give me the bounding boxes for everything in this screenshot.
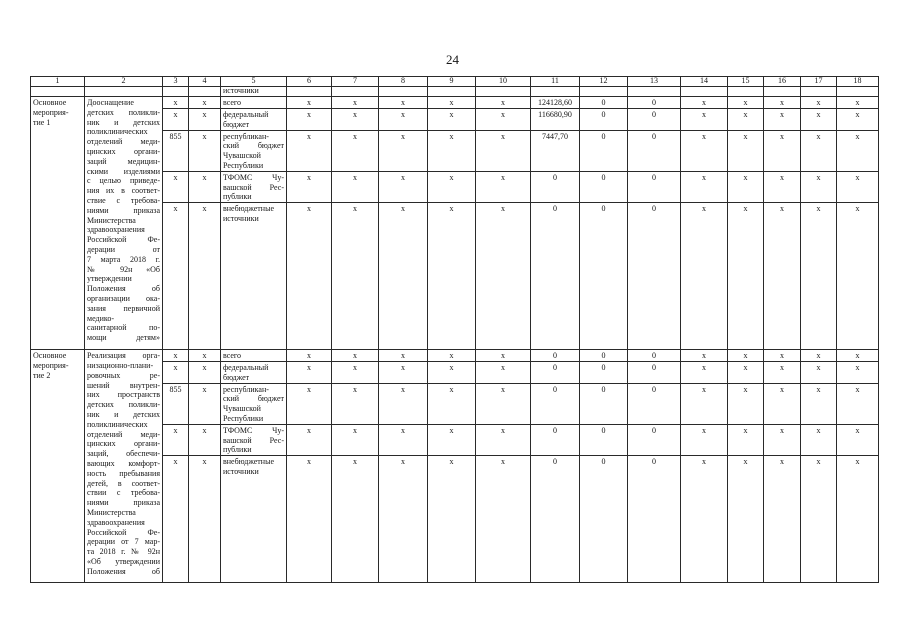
value-cell-col11: 116680,90 — [531, 109, 580, 131]
event-name-line: мероприя- — [33, 360, 69, 370]
column-4-cell: x — [189, 383, 221, 424]
funding-source-cell — [221, 383, 287, 424]
budget-code-cell: x — [163, 456, 189, 583]
funding-source-line: источники — [223, 466, 259, 476]
funding-source-line: ский бюджет — [223, 141, 284, 151]
value-cell-col9: x — [428, 361, 476, 383]
value-cell-col7: x — [332, 456, 379, 583]
value-cell-col15: x — [728, 109, 764, 131]
value-cell-col8: x — [379, 109, 428, 131]
column-4-cell: x — [189, 361, 221, 383]
event-name-line: мероприя- — [33, 107, 69, 117]
empty-cell — [628, 87, 681, 97]
budget-code-cell: 855 — [163, 130, 189, 171]
value-cell-col7: x — [332, 97, 379, 109]
event-name-line: тие 2 — [33, 370, 51, 380]
event-description-line: ствие с требова- — [87, 195, 160, 205]
value-cell-col9: x — [428, 130, 476, 171]
value-cell-col17: x — [801, 130, 837, 171]
event-description-line: «Об утверждении — [87, 556, 160, 566]
event-description-line: Положения об — [87, 566, 160, 576]
value-cell-col16: x — [764, 456, 801, 583]
value-cell-col9: x — [428, 203, 476, 350]
event-name-line: Основное — [33, 351, 67, 361]
value-cell-col14: x — [681, 130, 728, 171]
funding-source-cell — [221, 361, 287, 383]
value-cell-col6: x — [287, 171, 332, 202]
column-4-cell: x — [189, 97, 221, 109]
value-cell-col11: 0 — [531, 361, 580, 383]
value-cell-col16: x — [764, 350, 801, 362]
value-cell-col14: x — [681, 424, 728, 455]
event-description-line: заций, обеспечи- — [87, 449, 160, 459]
value-cell-col9: x — [428, 456, 476, 583]
value-cell-col7: x — [332, 171, 379, 202]
value-cell-col15: x — [728, 456, 764, 583]
value-cell-col12: 0 — [580, 97, 628, 109]
event-description-line: скими изделиями — [87, 166, 160, 176]
event-description-line: медико- — [87, 313, 115, 323]
value-cell-col17: x — [801, 350, 837, 362]
event-description-line: детских поликли- — [87, 400, 160, 410]
value-cell-col17: x — [801, 109, 837, 131]
column-number-3: 3 — [163, 77, 189, 87]
value-cell-col17: x — [801, 361, 837, 383]
funding-source-cell — [221, 109, 287, 131]
value-cell-col16: x — [764, 171, 801, 202]
event-description-line: Дооснащение — [87, 98, 134, 107]
column-number-4: 4 — [189, 77, 221, 87]
value-cell-col8: x — [379, 361, 428, 383]
column-4-cell: x — [189, 350, 221, 362]
value-cell-col8: x — [379, 130, 428, 171]
column-4-cell: x — [189, 109, 221, 131]
event-description-line: цинских органи- — [87, 146, 160, 156]
value-cell-col13: 0 — [628, 130, 681, 171]
funding-source-line: Чувашской — [223, 404, 261, 414]
value-cell-col6: x — [287, 97, 332, 109]
event-description-line: здравоохранения — [87, 225, 145, 235]
value-cell-col15: x — [728, 171, 764, 202]
value-cell-col17: x — [801, 456, 837, 583]
value-cell-col11: 7447,70 — [531, 130, 580, 171]
funding-source-line: бюджет — [223, 119, 250, 129]
column-number-1: 1 — [31, 77, 85, 87]
budget-allocation-table — [30, 76, 879, 583]
funding-row — [31, 350, 879, 362]
column-number-10: 10 — [476, 77, 531, 87]
value-cell-col9: x — [428, 383, 476, 424]
value-cell-col6: x — [287, 361, 332, 383]
event-description-line: санитарной по- — [87, 323, 160, 333]
column-4-cell: x — [189, 171, 221, 202]
event-description-line: детей, в соответ- — [87, 478, 160, 488]
event-description-line: низационно-плани- — [87, 360, 154, 370]
value-cell-col18: x — [837, 350, 879, 362]
funding-source-line: республикан- — [223, 384, 269, 394]
event-name-cell — [31, 350, 85, 583]
value-cell-col13: 0 — [628, 109, 681, 131]
column-number-14: 14 — [681, 77, 728, 87]
value-cell-col9: x — [428, 97, 476, 109]
value-cell-col12: 0 — [580, 456, 628, 583]
value-cell-col17: x — [801, 424, 837, 455]
event-description-line: поликлинических — [87, 419, 148, 429]
value-cell-col6: x — [287, 383, 332, 424]
budget-code-cell: x — [163, 203, 189, 350]
column-number-2: 2 — [85, 77, 163, 87]
event-description-cell — [85, 350, 163, 583]
event-description-line: цинских органи- — [87, 439, 160, 449]
event-description-line: шений внутрен- — [87, 380, 160, 390]
empty-cell — [287, 87, 332, 97]
column-number-5: 5 — [221, 77, 287, 87]
value-cell-col10: x — [476, 203, 531, 350]
empty-cell — [681, 87, 728, 97]
event-description-line: утверждении — [87, 274, 132, 284]
column-number-16: 16 — [764, 77, 801, 87]
value-cell-col14: x — [681, 171, 728, 202]
empty-cell — [31, 87, 85, 97]
value-cell-col6: x — [287, 203, 332, 350]
funding-source-line: федеральный — [223, 362, 269, 372]
value-cell-col8: x — [379, 171, 428, 202]
event-description-line: Положения об — [87, 284, 160, 294]
empty-cell — [580, 87, 628, 97]
value-cell-col6: x — [287, 109, 332, 131]
column-number-11: 11 — [531, 77, 580, 87]
event-name-cell — [31, 97, 85, 350]
value-cell-col13: 0 — [628, 383, 681, 424]
funding-source-cell — [221, 350, 287, 362]
funding-source-line: бюджет — [223, 372, 250, 382]
value-cell-col8: x — [379, 350, 428, 362]
event-description-line: мощи детям» — [87, 333, 160, 343]
budget-code-cell: 855 — [163, 383, 189, 424]
value-cell-col13: 0 — [628, 171, 681, 202]
funding-source-line: ский бюджет — [223, 394, 284, 404]
event-description-line: Министерства — [87, 215, 136, 225]
column-4-cell: x — [189, 130, 221, 171]
funding-source-line: республикан- — [223, 131, 269, 141]
value-cell-col8: x — [379, 456, 428, 583]
column-number-12: 12 — [580, 77, 628, 87]
value-cell-col17: x — [801, 97, 837, 109]
value-cell-col15: x — [728, 383, 764, 424]
value-cell-col12: 0 — [580, 350, 628, 362]
value-cell-col10: x — [476, 424, 531, 455]
value-cell-col10: x — [476, 456, 531, 583]
empty-cell — [764, 87, 801, 97]
empty-cell — [332, 87, 379, 97]
funding-row — [31, 97, 879, 109]
value-cell-col6: x — [287, 350, 332, 362]
value-cell-col11: 0 — [531, 424, 580, 455]
empty-cell — [531, 87, 580, 97]
funding-source-line: публики — [223, 445, 252, 455]
page-number: 24 — [446, 52, 459, 67]
value-cell-col16: x — [764, 383, 801, 424]
budget-code-cell: x — [163, 97, 189, 109]
value-cell-col7: x — [332, 383, 379, 424]
value-cell-col12: 0 — [580, 171, 628, 202]
budget-code-cell: x — [163, 361, 189, 383]
value-cell-col9: x — [428, 424, 476, 455]
value-cell-col12: 0 — [580, 383, 628, 424]
value-cell-col10: x — [476, 171, 531, 202]
value-cell-col12: 0 — [580, 109, 628, 131]
value-cell-col9: x — [428, 350, 476, 362]
continuation-row — [31, 87, 879, 97]
value-cell-col11: 0 — [531, 350, 580, 362]
funding-source-line: федеральный — [223, 110, 269, 119]
funding-source-cell — [221, 203, 287, 350]
table-body — [31, 77, 879, 583]
budget-code-cell: x — [163, 109, 189, 131]
value-cell-col18: x — [837, 109, 879, 131]
value-cell-col8: x — [379, 424, 428, 455]
event-description-line: отделений меди- — [87, 137, 160, 147]
value-cell-col10: x — [476, 383, 531, 424]
value-cell-col15: x — [728, 424, 764, 455]
value-cell-col16: x — [764, 109, 801, 131]
event-description-cell — [85, 97, 163, 350]
value-cell-col15: x — [728, 350, 764, 362]
column-number-18: 18 — [837, 77, 879, 87]
funding-source-line: Республики — [223, 160, 264, 170]
funding-source-cell — [221, 130, 287, 171]
event-description-line: поликлинических — [87, 127, 148, 137]
value-cell-col7: x — [332, 130, 379, 171]
value-cell-col7: x — [332, 350, 379, 362]
value-cell-col14: x — [681, 456, 728, 583]
event-description-line: та 2018 г. № 92н — [87, 547, 160, 557]
event-description-line: ность пребывания — [87, 468, 160, 478]
value-cell-col13: 0 — [628, 97, 681, 109]
empty-cell — [379, 87, 428, 97]
value-cell-col17: x — [801, 171, 837, 202]
value-cell-col16: x — [764, 203, 801, 350]
value-cell-col17: x — [801, 383, 837, 424]
funding-source-line: всего — [223, 98, 242, 107]
event-description-line: них пространств — [87, 390, 160, 400]
funding-source-line: вашской Рес- — [223, 435, 284, 445]
column-4-cell: x — [189, 424, 221, 455]
value-cell-col6: x — [287, 456, 332, 583]
funding-source-cell — [221, 171, 287, 202]
event-description-line: ровочных ре- — [87, 370, 160, 380]
value-cell-col18: x — [837, 203, 879, 350]
value-cell-col14: x — [681, 109, 728, 131]
event-description-line: ниями приказа — [87, 498, 160, 508]
value-cell-col11: 0 — [531, 383, 580, 424]
event-description-line: ствии с требова- — [87, 488, 160, 498]
value-cell-col16: x — [764, 97, 801, 109]
column-number-8: 8 — [379, 77, 428, 87]
event-description-line: детских поликли- — [87, 107, 160, 117]
empty-cell — [163, 87, 189, 97]
event-description-line: Министерства — [87, 507, 136, 517]
value-cell-col14: x — [681, 203, 728, 350]
event-description-line: зания первичной — [87, 303, 160, 313]
value-cell-col9: x — [428, 109, 476, 131]
funding-source-cell — [221, 97, 287, 109]
funding-source-cell — [221, 424, 287, 455]
value-cell-col13: 0 — [628, 361, 681, 383]
funding-source-line: вашской Рес- — [223, 182, 284, 192]
empty-cell — [189, 87, 221, 97]
value-cell-col14: x — [681, 361, 728, 383]
value-cell-col6: x — [287, 424, 332, 455]
budget-code-cell: x — [163, 424, 189, 455]
value-cell-col11: 0 — [531, 171, 580, 202]
funding-source-line: публики — [223, 192, 252, 202]
event-name-line: тие 1 — [33, 117, 51, 127]
value-cell-col17: x — [801, 203, 837, 350]
value-cell-col9: x — [428, 171, 476, 202]
value-cell-col13: 0 — [628, 456, 681, 583]
funding-source-line: внебюджетные — [223, 457, 274, 467]
column-4-cell: x — [189, 456, 221, 583]
column-number-17: 17 — [801, 77, 837, 87]
value-cell-col12: 0 — [580, 361, 628, 383]
funding-source-line: источники — [223, 213, 259, 223]
continuation-source-cell: источники — [221, 87, 287, 97]
value-cell-col10: x — [476, 130, 531, 171]
column-number-7: 7 — [332, 77, 379, 87]
value-cell-col10: x — [476, 361, 531, 383]
event-description-line: Российской Фе- — [87, 527, 160, 537]
value-cell-col8: x — [379, 203, 428, 350]
funding-source-line: ТФОМС Чу- — [223, 425, 284, 435]
value-cell-col12: 0 — [580, 424, 628, 455]
column-4-cell: x — [189, 203, 221, 350]
value-cell-col6: x — [287, 130, 332, 171]
event-description-line: дерации от 7 мар- — [87, 537, 160, 547]
header-row — [31, 77, 879, 87]
event-description-line: Российской Фе- — [87, 235, 160, 245]
empty-cell — [428, 87, 476, 97]
value-cell-col16: x — [764, 130, 801, 171]
event-description-line: № 92н «Об — [87, 264, 160, 274]
value-cell-col18: x — [837, 97, 879, 109]
value-cell-col8: x — [379, 97, 428, 109]
value-cell-col18: x — [837, 361, 879, 383]
value-cell-col18: x — [837, 383, 879, 424]
value-cell-col13: 0 — [628, 203, 681, 350]
value-cell-col8: x — [379, 383, 428, 424]
event-description-line: ник и детских — [87, 117, 160, 127]
funding-source-line: ТФОМС Чу- — [223, 172, 284, 182]
value-cell-col18: x — [837, 424, 879, 455]
event-description-line: вающих комфорт- — [87, 458, 160, 468]
column-number-15: 15 — [728, 77, 764, 87]
empty-cell — [728, 87, 764, 97]
empty-cell — [837, 87, 879, 97]
column-number-6: 6 — [287, 77, 332, 87]
value-cell-col7: x — [332, 109, 379, 131]
value-cell-col7: x — [332, 424, 379, 455]
value-cell-col11: 0 — [531, 456, 580, 583]
funding-source-cell — [221, 456, 287, 583]
event-description-line: ниями приказа — [87, 205, 160, 215]
event-description-line: заций медицин- — [87, 156, 160, 166]
value-cell-col15: x — [728, 203, 764, 350]
column-number-13: 13 — [628, 77, 681, 87]
value-cell-col14: x — [681, 383, 728, 424]
column-number-9: 9 — [428, 77, 476, 87]
value-cell-col18: x — [837, 130, 879, 171]
value-cell-col7: x — [332, 361, 379, 383]
value-cell-col18: x — [837, 171, 879, 202]
value-cell-col13: 0 — [628, 424, 681, 455]
event-description-line: организации ока- — [87, 293, 160, 303]
value-cell-col12: 0 — [580, 203, 628, 350]
event-description-line: ния их в соответ- — [87, 186, 160, 196]
empty-cell — [476, 87, 531, 97]
event-description-line: с целью приведе- — [87, 176, 160, 186]
value-cell-col13: 0 — [628, 350, 681, 362]
value-cell-col16: x — [764, 424, 801, 455]
event-description-line: дерации от — [87, 244, 160, 254]
value-cell-col15: x — [728, 130, 764, 171]
value-cell-col14: x — [681, 350, 728, 362]
value-cell-col10: x — [476, 109, 531, 131]
value-cell-col11: 124128,60 — [531, 97, 580, 109]
event-description-line: Реализация орга- — [87, 351, 160, 361]
value-cell-col14: x — [681, 97, 728, 109]
event-description-line: 7 марта 2018 г. — [87, 254, 160, 264]
event-description-line: отделений меди- — [87, 429, 160, 439]
event-description-line: здравоохранения — [87, 517, 145, 527]
funding-source-line: внебюджетные — [223, 204, 274, 214]
funding-source-line: всего — [223, 351, 242, 361]
value-cell-col16: x — [764, 361, 801, 383]
value-cell-col15: x — [728, 361, 764, 383]
empty-cell — [85, 87, 163, 97]
value-cell-col10: x — [476, 350, 531, 362]
value-cell-col15: x — [728, 97, 764, 109]
value-cell-col7: x — [332, 203, 379, 350]
value-cell-col11: 0 — [531, 203, 580, 350]
funding-source-line: Республики — [223, 413, 264, 423]
event-name-line: Основное — [33, 98, 67, 107]
budget-code-cell: x — [163, 171, 189, 202]
empty-cell — [801, 87, 837, 97]
funding-source-line: Чувашской — [223, 151, 261, 161]
value-cell-col12: 0 — [580, 130, 628, 171]
value-cell-col10: x — [476, 97, 531, 109]
budget-code-cell: x — [163, 350, 189, 362]
event-description-line: ник и детских — [87, 409, 160, 419]
value-cell-col18: x — [837, 456, 879, 583]
